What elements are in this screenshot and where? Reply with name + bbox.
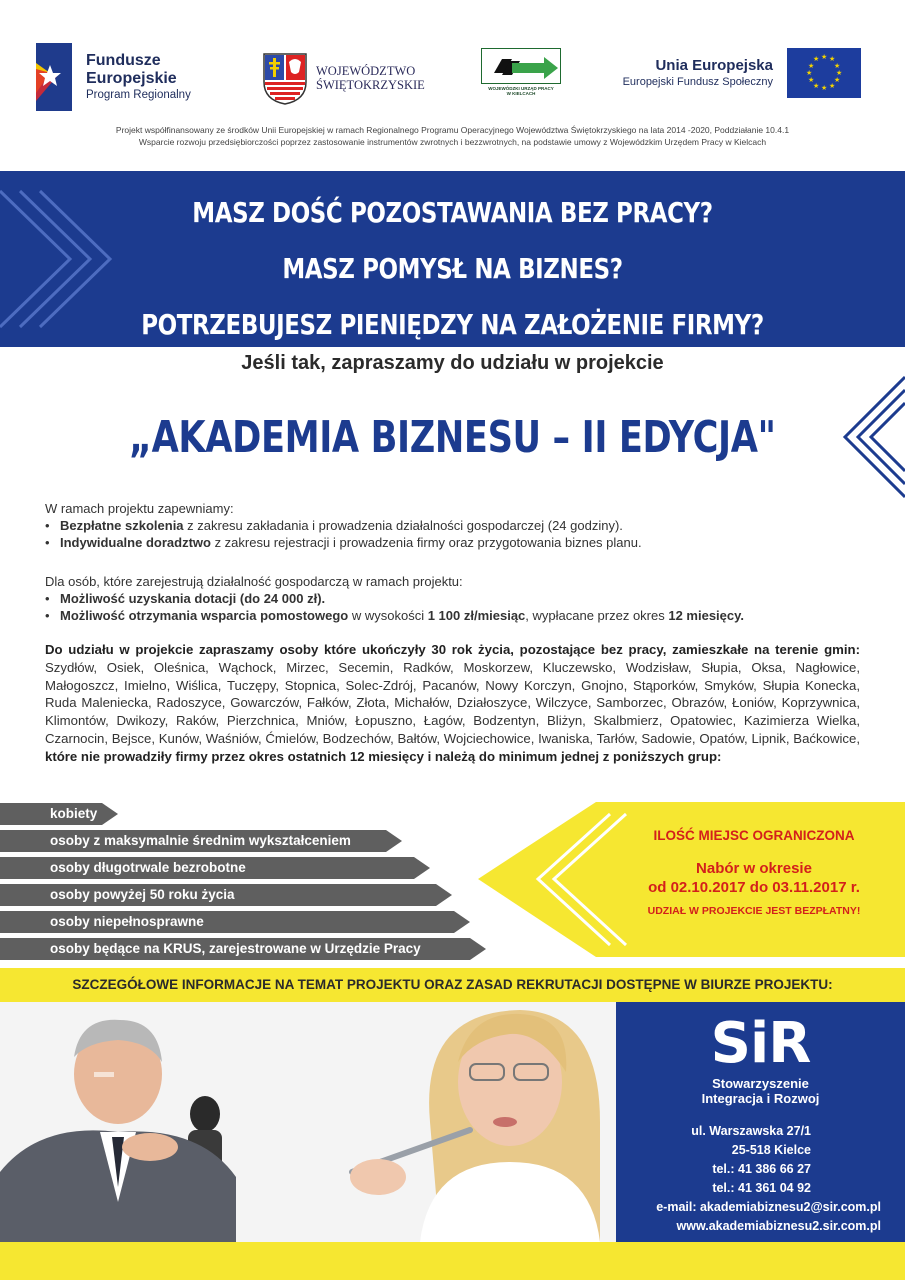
cofund-line1: Projekt współfinansowany ze środków Unii Europejskiej w ramach Regionalnego Programu Operacyjnego Województwa Świętokrzyskiego na lata 2014 -2020, Poddziałanie 10.4.1: [115, 125, 790, 135]
headline-line1: MASZ DOŚĆ POZOSTAWANIA BEZ PRACY?: [192, 196, 713, 229]
group-label: osoby z maksymalnie średnim wykształceniem: [50, 833, 351, 848]
headline-line3: POTRZEBUJESZ PIENIĘDZY NA ZAŁOŻENIE FIRMY?: [141, 308, 764, 341]
info-strip: SZCZEGÓŁOWE INFORMACJE NA TEMAT PROJEKTU ORAZ ZASAD REKRUTACJI DOSTĘPNE W BIURZE PROJEKTU:: [0, 968, 905, 1002]
period-label: Nabór w okresie: [696, 860, 812, 877]
group-item: [0, 857, 490, 879]
bottom-strip: [0, 1242, 905, 1280]
eu-flag-icon: ★ ★ ★ ★ ★ ★ ★ ★ ★ ★ ★ ★: [787, 48, 861, 98]
headline-banner: [0, 171, 905, 347]
funding-section: [45, 573, 865, 624]
address-city: 25-518 Kielce: [731, 1143, 811, 1157]
project-title: [0, 412, 905, 463]
fe-flag-icon: [36, 43, 72, 111]
list-item: [45, 517, 865, 534]
group-item: [0, 803, 490, 825]
eligibility-lead: Do udziału w projekcie zapraszamy osoby które ukończyły 30 rok życia, pozostające bez pracy, zamieszkałe na terenie gmin:: [45, 642, 860, 657]
coat-of-arms-icon: [262, 52, 308, 106]
phone-2: tel.: 41 361 04 92: [712, 1181, 811, 1195]
people-photo: [0, 1002, 616, 1242]
list-item: [45, 534, 865, 551]
group-item: [0, 911, 490, 933]
swiet-line2: ŚWIĘTOKRZYSKIE: [316, 78, 425, 92]
group-item: [0, 830, 490, 852]
bullet-text: z zakresu zakładania i prowadzenia działalności gospodarczej (24 godziny).: [183, 518, 623, 533]
invitation-text: Jeśli tak, zapraszamy do udziału w projekcie: [241, 352, 664, 374]
group-item: [0, 884, 490, 906]
eu-logo: [623, 48, 861, 98]
bullet-amount: 1 100 zł/miesiąc: [427, 608, 526, 623]
swiet-line1: WOJEWÓDZTWO: [316, 64, 416, 79]
group-label: osoby powyżej 50 roku życia: [50, 887, 235, 902]
eligibility-section: [45, 641, 860, 766]
address-street: ul. Warszawska 27/1: [691, 1124, 811, 1138]
bullet-text: z zakresu rejestracji i prowadzenia firmy oraz przygotowania biznes planu.: [210, 535, 642, 550]
bullet-text: , wypłacane przez okres: [525, 608, 669, 623]
project-title-text: „AKADEMIA BIZNESU – II EDYCJA": [129, 412, 776, 463]
logos-row: [0, 40, 905, 120]
group-label: osoby będące na KRUS, zarejestrowane w Urzędzie Pracy: [50, 941, 421, 956]
cofunding-note: [0, 124, 905, 149]
org-name-line1: Stowarzyszenie: [712, 1076, 809, 1091]
contact-panel: [616, 1002, 905, 1242]
cofund-line2: Wsparcie rozwoju przedsiębiorczości poprzez zastosowanie instrumentów zwrotnych i bezzwrotnych, na podstawie umowy z Wojewódzkim Urzędem Pracy w Kielcach: [138, 137, 767, 148]
wup-line2: W KIELCACH: [506, 91, 536, 97]
fe-subtitle: Program Regionalny: [86, 89, 191, 102]
org-name-line2: Integracja i Rozwoj: [701, 1091, 820, 1106]
limited-places-text: ILOŚĆ MIEJSC OGRANICZONA: [653, 828, 855, 843]
eligibility-tail: które nie prowadziły firmy przez okres ostatnich 12 miesięcy i należą do minimum jednej z poniższych grup:: [45, 748, 722, 764]
free-participation-text: UDZIAŁ W PROJEKCIE JEST BEZPŁATNY!: [647, 905, 861, 917]
list-item: [45, 590, 865, 607]
group-item: [0, 938, 490, 960]
fundusze-europejskie-logo: [36, 43, 191, 111]
target-groups: [0, 803, 490, 965]
swietokrzyskie-logo: [262, 52, 425, 106]
wup-arrows-icon: [482, 49, 561, 84]
bullet-bold: Możliwość uzyskania dotacji (do 24 000 zł).: [60, 591, 326, 606]
funding-intro: Dla osób, które zarejestrują działalność gospodarczą w ramach projektu:: [45, 574, 463, 589]
recruitment-callout: [604, 828, 904, 917]
group-label: osoby niepełnosprawne: [50, 914, 204, 929]
fe-title-line2: Europejskie: [86, 69, 177, 87]
wup-line1: WOJEWÓDZKI URZĄD PRACY: [488, 86, 554, 91]
communes-list: Szydłów, Osiek, Oleśnica, Wąchock, Mirzec, Secemin, Radków, Moskorzew, Kluczewsko, Wodzisław, Słupia, Oksa, Nagłowice, Małogoszcz, Imielno, Wiślica, Tuczępy, Stopnica, Solec-Zdrój, Pacanów, Nowy Korczyn, Gnojno, Stąporków, Smyków, Słupia Konecka, Ruda Maleniecka, Radoszyce, Gowarczów, Fałków, Złota, Michałów, Działoszyce, Wilczyce, Samborzec, Obrazów, Łoniów, Koprzywnica, Klimontów, Dwikozy, Raków, Pierzchnica, Mniów, Łopuszno, Łagów, Bodzentyn, Bliżyn, Skalbmierz, Opatowiec, Kazimierza Wielka, Czarnocin, Bejsce, Kunów, Waśniów, Ćmielów, Bodzechów, Bałtów, Wojciechowice, Iwaniska, Tarłów, Sadowie, Opatów, Lipnik, Baćkowice,: [45, 659, 860, 746]
fe-title-line1: Fundusze: [86, 52, 161, 70]
address-block: [616, 1122, 905, 1236]
email-link[interactable]: e-mail: akademiabiznesu2@sir.com.pl: [656, 1200, 881, 1214]
group-label: osoby długotrwale bezrobotne: [50, 860, 246, 875]
website-link[interactable]: www.akademiabiznesu2.sir.com.pl: [676, 1219, 881, 1233]
bullet-text: w wysokości: [348, 608, 428, 623]
ue-title: Unia Europejska: [655, 56, 773, 74]
bullet-bold: Bezpłatne szkolenia: [60, 518, 184, 533]
group-label: kobiety: [50, 806, 98, 821]
recruitment-period: [604, 859, 904, 897]
headline-line2: MASZ POMYSŁ NA BIZNES?: [282, 252, 623, 285]
services-section: [45, 500, 865, 551]
ue-subtitle: Europejski Fundusz Społeczny: [622, 75, 773, 88]
bullet-bold: Możliwość otrzymania wsparcia pomostowego: [60, 608, 349, 623]
bullet-period: 12 miesięcy.: [668, 608, 745, 623]
list-item: [45, 607, 865, 624]
wup-kielce-logo: [476, 48, 566, 96]
phone-1: tel.: 41 386 66 27: [712, 1162, 811, 1176]
people-illustration: [0, 1002, 616, 1242]
period-dates: od 02.10.2017 do 03.11.2017 r.: [648, 879, 860, 896]
bullet-bold: Indywidualne doradztwo: [60, 535, 211, 550]
services-intro: W ramach projektu zapewniamy:: [45, 501, 234, 516]
sir-logo: SiR: [710, 1011, 811, 1076]
